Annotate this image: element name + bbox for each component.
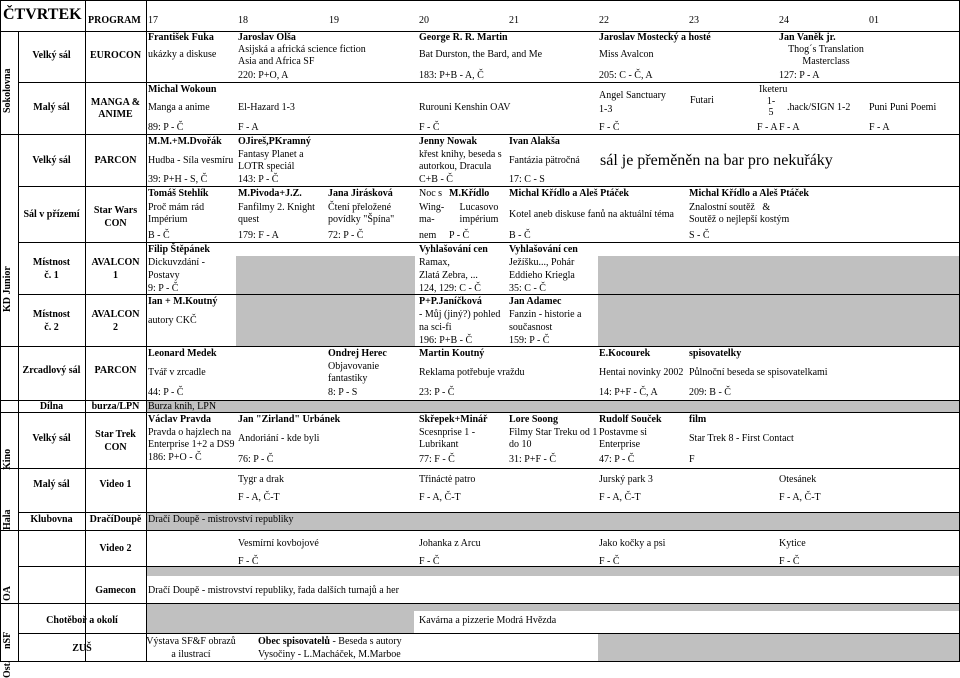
event-code: 186: P+O - Č	[148, 452, 202, 463]
event-speaker: film	[689, 414, 707, 425]
event-title: křest knihy, beseda s autorkou, Dracula	[419, 149, 502, 172]
event-code: F - Č	[599, 556, 620, 567]
event-title: Postavme si Enterprise	[599, 427, 648, 450]
event-code: 23: P - Č	[419, 387, 455, 398]
event-speaker: Ivan Alakša	[509, 136, 560, 147]
program-label: PROGRAM	[88, 15, 141, 26]
event-speaker: Jan Adamec	[509, 296, 562, 307]
grid-line	[18, 242, 960, 243]
room-program: DračíDoupě	[89, 514, 142, 525]
event-title: Kotel aneb diskuse fanů na aktuální téma	[509, 209, 674, 220]
event-title: - Můj (jiný?) pohled na sci-fi	[419, 309, 501, 333]
event-code: F - A, Č-T	[779, 492, 821, 503]
event-speaker: Vyhlašování cen	[509, 244, 578, 255]
event-speaker: M.Pivoda+J.Z.	[238, 188, 302, 199]
room-name: ZUŠ	[72, 643, 92, 654]
hour-label: 18	[238, 15, 248, 26]
event-speaker: M.M.+M.Dvořák	[148, 136, 222, 147]
room-program: burza/LPN	[91, 401, 140, 412]
empty-block	[146, 603, 960, 611]
grid-line	[146, 0, 147, 662]
event-title: Iketeru 1- 5	[759, 84, 788, 118]
grid-line	[0, 603, 960, 604]
empty-block	[598, 256, 960, 346]
event-speaker: Jan "Zirland" Urbánek	[238, 414, 341, 425]
event-title: Otesánek	[779, 474, 817, 485]
section-nsf: nSF	[2, 631, 13, 649]
room-name: Velký sál	[32, 50, 71, 61]
event-title: Dračí Doupě - mistrovství republiky	[148, 514, 294, 525]
event-code: nem	[419, 230, 437, 241]
room-name: Malý sál	[33, 102, 70, 113]
event-code: 124, 129: C - Č	[419, 283, 481, 294]
event-speaker: Rudolf Souček	[599, 414, 662, 425]
room-program: Video 2	[99, 543, 132, 554]
event-code: 72: P - Č	[328, 230, 364, 241]
room-name: Malý sál	[33, 479, 70, 490]
event-speaker: Michal Wokoun	[148, 84, 217, 95]
event-title: Výstava SF&F obrazů a ilustrací	[146, 636, 236, 660]
hour-label: 17	[148, 15, 158, 26]
section-hala: Hala	[2, 509, 13, 530]
event-speaker: Martin Koutný	[419, 348, 485, 359]
room-name: Velký sál	[32, 433, 71, 444]
room-program: MANGA & ANIME	[90, 97, 141, 120]
event-title: Hentai novinky 2002	[599, 367, 684, 378]
event-speaker: Jana Jirásková	[328, 188, 393, 199]
hour-label: 22	[599, 15, 609, 26]
event-code: 17: C - S	[509, 174, 545, 185]
event-title: Bat Durston, the Bard, and Me	[419, 49, 543, 60]
empty-block	[146, 400, 960, 412]
event-title: Andoriání - kde byli	[238, 433, 320, 444]
grid-line	[18, 566, 960, 567]
event-title: Manga a anime	[148, 102, 210, 113]
event-code: F - A	[757, 122, 778, 133]
event-speaker: Skřepek+Minář	[419, 414, 488, 425]
event-speaker: Václav Pravda	[148, 414, 212, 425]
event-speaker: Ian + M.Koutný	[148, 296, 218, 307]
event-code: F - A, Č-T	[419, 492, 461, 503]
room-program: EUROCON	[89, 50, 142, 61]
event-code: 159: P - Č	[509, 335, 550, 346]
room-name: Zrcadlový sál	[22, 365, 81, 376]
event-speaker: Michal Křídlo a Aleš Ptáček	[509, 188, 629, 199]
event-code: F - Č	[779, 556, 800, 567]
event-code: F - A	[779, 122, 800, 133]
event-title: Proč mám rád Impérium	[148, 202, 205, 225]
event-speaker: Tomáš Stehlík	[148, 188, 209, 199]
event-speaker: Ondrej Herec	[328, 348, 387, 359]
grid-line	[18, 82, 960, 83]
room-name: Chotěboř a okolí	[46, 615, 118, 626]
event-title: Rurouni Kenshin OAV	[419, 102, 511, 113]
empty-block	[146, 566, 960, 576]
event-code: P - Č	[449, 230, 470, 241]
event-speaker: Jan Vaněk jr.	[779, 32, 836, 43]
grid-line	[18, 294, 960, 295]
event-code: B - Č	[148, 230, 170, 241]
event-code: 9: P - Č	[148, 283, 179, 294]
event-title: Znalostní soutěž & Soutěž o nejlepší kostým	[689, 202, 790, 225]
room-program: Video 1	[99, 479, 132, 490]
event-code: 14: P+F - Č, A	[599, 387, 658, 398]
hour-label: 19	[329, 15, 339, 26]
room-name: Klubovna	[30, 514, 73, 525]
hour-label: 20	[419, 15, 429, 26]
room-program: AVALCON 1	[91, 257, 140, 281]
event-title: Tygr a drak	[238, 474, 284, 485]
event-title: Lucasovo impérium	[459, 202, 499, 225]
event-title: Burza knih, LPN	[148, 401, 217, 412]
event-code: 44: P - Č	[148, 387, 184, 398]
empty-block	[236, 256, 415, 346]
event-code: F	[689, 454, 695, 465]
event-title: Vesmírní kovbojové	[238, 538, 319, 549]
event-title: Kavárna a pizzerie Modrá Hvězda	[419, 615, 557, 626]
event-code: 220: P+O, A	[238, 70, 289, 81]
event-code: 143: P - Č	[238, 174, 279, 185]
event-code: 47: P - Č	[599, 454, 635, 465]
event-title: Čtení přeložené povídky "Špína"	[328, 202, 395, 225]
section-sokolovna: Sokolovna	[2, 68, 13, 113]
event-code: F - A	[238, 122, 259, 133]
event-title: - Beseda s autory Vysočiny - L.Macháček, M.Marboe	[258, 636, 402, 660]
event-title: Star Trek 8 - First Contact	[689, 433, 794, 444]
event-speaker: Leonard Medek	[148, 348, 217, 359]
event-title: Dickuvzdání - Postavy	[148, 257, 205, 281]
event-speaker: OJireš,PKramný	[238, 136, 311, 147]
event-code: F - Č	[599, 122, 620, 133]
event-title: Reklama potřebuje vraždu	[419, 367, 525, 378]
event-title: Půlnoční beseda se spisovatelkami	[689, 367, 828, 378]
event-code: 205: C - Č, A	[599, 70, 653, 81]
event-code: 127: P - A	[779, 70, 820, 81]
room-program: Star Wars CON	[93, 205, 138, 229]
event-title: Kytice	[779, 538, 806, 549]
bar-notice: sál je přeměněn na bar pro nekuřáky	[600, 152, 833, 169]
hour-label: 01	[869, 15, 879, 26]
event-code: C+B - Č	[419, 174, 453, 185]
grid-line	[18, 633, 960, 634]
event-speaker: George R. R. Martin	[419, 32, 508, 43]
room-program: Star Trek CON	[95, 429, 136, 453]
grid-line	[0, 346, 960, 347]
event-title: Thog´s Translation Masterclass	[788, 44, 864, 67]
section-kd-junior: KD Junior	[2, 266, 13, 312]
event-title: Scesnprise 1 - Lubrikant	[419, 427, 476, 450]
room-name: Dílna	[39, 401, 64, 412]
event-speaker: E.Kocourek	[599, 348, 651, 359]
empty-block	[146, 611, 414, 633]
event-code: 76: P - Č	[238, 454, 274, 465]
event-code: 89: P - Č	[148, 122, 184, 133]
section-ost: Ost.	[2, 660, 13, 678]
grid-line	[0, 412, 960, 413]
event-title: El-Hazard 1-3	[238, 102, 295, 113]
event-title: autory CKČ	[148, 315, 197, 326]
event-code: F - A, Č-T	[599, 492, 641, 503]
event-speaker: Filip Štěpánek	[148, 244, 210, 255]
event-title: Tvář v zrcadle	[148, 367, 206, 378]
grid-line	[0, 468, 960, 469]
event-block	[258, 636, 402, 661]
room-program: AVALCON 2	[91, 309, 140, 333]
event-title: Johanka z Arcu	[419, 538, 481, 549]
event-title: Dračí Doupě - mistrovství republiky, řada dalších turnajů a her	[148, 585, 399, 596]
event-title: .hack/SIGN 1-2	[787, 102, 851, 113]
event-title: Třináctė patro	[419, 474, 476, 485]
event-title: Asijská a africká science fiction Asia and Africa SF	[238, 44, 366, 67]
event-speaker: Lore Soong	[509, 414, 558, 425]
event-speaker: Obec spisovatelů	[258, 636, 330, 647]
hour-label: 23	[689, 15, 699, 26]
event-title: Hudba - Síla vesmíru	[148, 155, 234, 166]
day-title: ČTVRTEK	[3, 6, 82, 23]
event-speaker: Noc s	[419, 188, 443, 199]
event-speaker: Michal Křídlo a Aleš Ptáček	[689, 188, 809, 199]
grid-line	[0, 400, 960, 401]
event-speaker: M.Křídlo	[449, 188, 490, 199]
event-speaker: P+P.Janíčková	[419, 296, 482, 307]
hour-label: 24	[779, 15, 789, 26]
event-code: 179: F - A	[238, 230, 279, 241]
event-title: ukázky a diskuse	[148, 49, 217, 60]
event-title: Ramax, Zlatá Zebra, ...	[419, 257, 478, 281]
event-code: F - A, Č-T	[238, 492, 280, 503]
event-speaker: Vyhlašování cen	[419, 244, 488, 255]
event-title: Fanfilmy 2. Knight quest	[238, 202, 315, 225]
event-code: 31: P+F - Č	[509, 454, 557, 465]
room-name: Místnost č. 1	[32, 257, 71, 281]
event-code: 196: P+B - Č	[419, 335, 473, 346]
event-code: F - Č	[419, 122, 440, 133]
event-speaker: spisovatelky	[689, 348, 742, 359]
event-title: Objavovanie fantastiky	[328, 361, 380, 384]
event-code: 35: C - Č	[509, 283, 546, 294]
event-code: 77: F - Č	[419, 454, 455, 465]
grid-line	[0, 661, 960, 662]
event-code: 39: P+H - S, Č	[148, 174, 208, 185]
event-speaker: Jaroslav Olša	[238, 32, 296, 43]
event-title: Ježíšku..., Pohár Eddieho Kriegla	[509, 257, 575, 281]
grid-line	[0, 0, 1, 662]
event-code: 209: B - Č	[689, 387, 731, 398]
event-title: Futari	[690, 95, 714, 106]
event-title: Pravda o hajzlech na Enterprise 1+2 a DS9	[148, 427, 235, 450]
event-title: Jurský park 3	[599, 474, 653, 485]
section-kino: Kino	[2, 448, 13, 470]
event-title: Fanzin - historie a současnost	[509, 309, 582, 333]
event-title: Fantázia pätročná	[509, 155, 580, 166]
event-speaker: Jaroslav Mostecký a hosté	[599, 32, 711, 43]
empty-block	[598, 633, 960, 662]
event-speaker: František Fuka	[148, 32, 214, 43]
room-program: PARCON	[94, 365, 137, 376]
grid-line	[18, 186, 960, 187]
event-title: Angel Sanctuary 1-3	[599, 90, 666, 115]
event-speaker: Jenny Nowak	[419, 136, 478, 147]
grid-line	[0, 0, 960, 1]
grid-line	[18, 512, 960, 513]
event-title: Filmy Star Treku od 1 do 10	[509, 427, 598, 450]
grid-line	[0, 134, 960, 135]
event-title: Miss Avalcon	[599, 49, 654, 60]
room-name: Sál v přízemí	[23, 209, 80, 220]
event-code: B - Č	[509, 230, 531, 241]
grid-line	[0, 530, 960, 531]
room-name: Místnost č. 2	[32, 309, 71, 333]
hour-label: 21	[509, 15, 519, 26]
room-program: PARCON	[94, 155, 137, 166]
event-code: S - Č	[689, 230, 710, 241]
event-title: Fantasy Planet a LOTR speciál	[238, 149, 304, 172]
event-title: Wing- ma-	[419, 202, 445, 225]
event-title: Puni Puni Poemi	[869, 102, 937, 113]
room-program: Gamecon	[95, 585, 136, 596]
room-name: Velký sál	[32, 155, 71, 166]
event-code: 183: P+B - A, Č	[419, 70, 484, 81]
grid-line	[18, 31, 19, 662]
event-title: Jako kočky a psi	[599, 538, 666, 549]
event-code: F - Č	[238, 556, 259, 567]
event-code: 8: P - S	[328, 387, 358, 398]
section-oa: OA	[2, 586, 13, 601]
event-code: F - Č	[419, 556, 440, 567]
event-code: F - A	[869, 122, 890, 133]
